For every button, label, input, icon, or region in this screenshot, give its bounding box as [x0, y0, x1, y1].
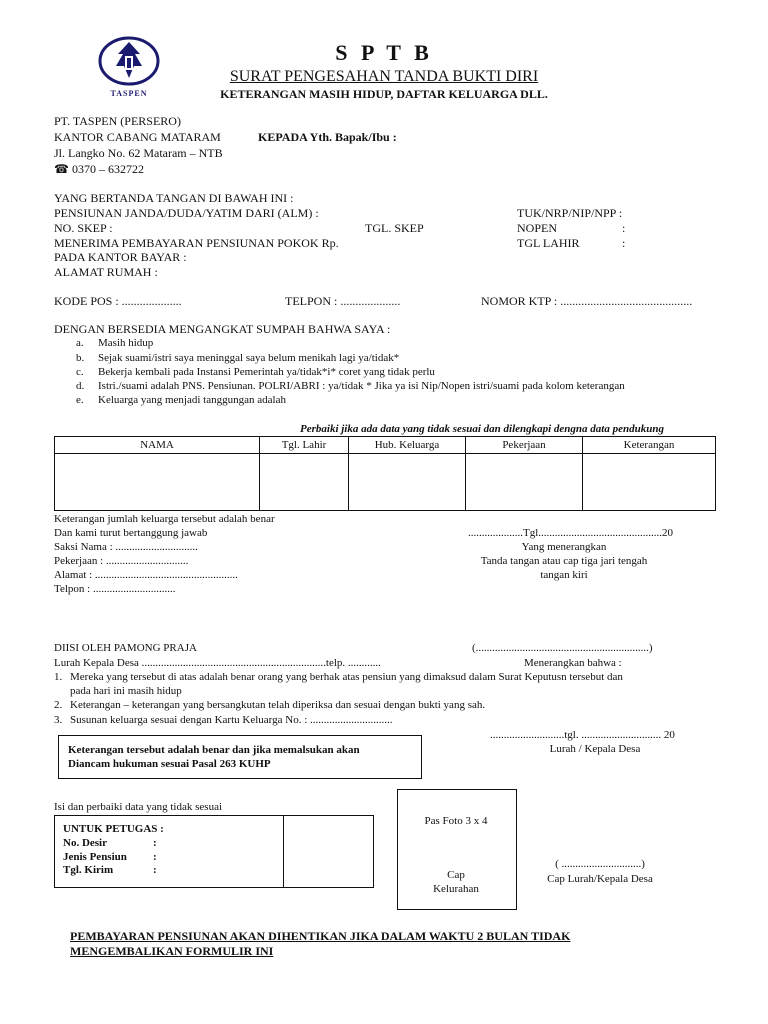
logo-text: TASPEN [110, 89, 148, 98]
pamong-item-1-marker: 1. [54, 671, 63, 683]
field-pensioner: PENSIUNAN JANDA/DUDA/YATIM DARI (ALM) : [54, 206, 319, 220]
signature-instruction-2: tangan kiri [540, 569, 588, 581]
photo-kelurahan: Kelurahan [433, 883, 479, 895]
cell-tgl-lahir[interactable] [260, 454, 349, 511]
oath-item-a-marker: a. [76, 337, 84, 349]
oath-item-b: Sejak suami/istri saya meninggal saya belum menikah lagi ya/tidak* [98, 352, 400, 364]
office-address: Jl. Langko No. 62 Mataram – NTB [54, 146, 223, 160]
oath-item-e: Keluarga yang menjadi tanggungan adalah [98, 394, 286, 406]
witness-name: Saksi Nama : .............................. [54, 541, 198, 553]
field-postcode: KODE POS : .................... [54, 294, 182, 308]
office-phone: 0370 – 632722 [71, 162, 144, 176]
oath-item-d: Istri./suami adalah PNS. Pensiunan. POLRI/ABRI : ya/tidak * Jika ya isi Nip/Nopen istri/suami pada kolom keterangan [98, 380, 625, 392]
cell-nama[interactable] [55, 454, 260, 511]
petugas-desir-colon: : [153, 837, 157, 849]
col-tgl-lahir: Tgl. Lahir [260, 437, 349, 454]
office-phone-line [54, 162, 144, 177]
signature-instruction: Tanda tangan atau cap tiga jari tengah [480, 555, 648, 567]
pamong-title: DIISI OLEH PAMONG PRAJA [54, 642, 197, 654]
pamong-declares: Menerangkan bahwa : [524, 657, 622, 669]
table-row[interactable] [55, 454, 716, 511]
petugas-jenis-label: Jenis Pensiun [63, 851, 127, 863]
office-company: PT. TASPEN (PERSERO) [54, 114, 181, 128]
pamong-item-3: Susunan keluarga sesuai dengan Kartu Keluarga No. : .............................. [70, 714, 393, 726]
photo-cap: Cap [447, 869, 465, 881]
field-skep-no: NO. SKEP : [54, 221, 113, 235]
pamong-item-1b: pada hari ini masih hidup [70, 685, 182, 697]
warning-line-1: Keterangan tersebut adalah benar dan jika memalsukan akan [68, 744, 360, 756]
witness-address: Alamat : .................................................... [54, 569, 238, 581]
table-note: Perbaiki jika ada data yang tidak sesuai dan dilengkapi dengna data pendukung [300, 423, 664, 435]
oath-item-c-marker: c. [76, 366, 84, 378]
oath-item-b-marker: b. [76, 352, 85, 364]
pamong-lurah: Lurah Kepala Desa ...................................................................telp. ............ [54, 657, 381, 669]
field-phone: TELPON : .................... [285, 294, 401, 308]
pamong-item-2: Keterangan – keterangan yang bersangkutan telah diperiksa dan sesuai dengan bukti yang sah. [70, 699, 486, 711]
warning-box [58, 735, 422, 779]
field-pay-office: PADA KANTOR BAYAR : [54, 250, 187, 264]
witness-phone: Telpon : .............................. [54, 583, 176, 595]
field-payment: MENERIMA PEMBAYARAN PENSIUNAN POKOK Rp. [54, 236, 339, 250]
petugas-caption: Isi dan perbaiki data yang tidak sesuai [54, 801, 223, 813]
field-tuk: TUK/NRP/NIP/NPP : [517, 206, 623, 220]
cell-keterangan[interactable] [583, 454, 716, 511]
cap-lurah-signature: ( .............................) [555, 858, 645, 870]
col-nama: NAMA [55, 437, 260, 454]
oath-item-c: Bekerja kembali pada Instansi Pemerintah ya/tidak*i* coret yang tidak perlu [98, 366, 435, 378]
pamong-item-3-marker: 3. [54, 714, 63, 726]
petugas-title: UNTUK PETUGAS : [63, 823, 164, 835]
witness-date: ....................Tgl.............................................20 [468, 527, 674, 539]
telephone-icon: ☎ [54, 162, 69, 176]
field-home-address: ALAMAT RUMAH : [54, 265, 158, 279]
petugas-desir-label: No. Desir [63, 837, 107, 849]
pamong-date: ...........................tgl. ............................. 20 [490, 729, 675, 741]
recipient-label: KEPADA Yth. Bapak/Ibu : [258, 130, 397, 144]
cell-hub-keluarga[interactable] [349, 454, 466, 511]
pamong-item-1: Mereka yang tersebut di atas adalah benar orang yang berhak atas pensiun yang dimaksud dalam Surat Keputusn tersebut dan [70, 671, 623, 683]
field-signatory: YANG BERTANDA TANGAN DI BAWAH INI : [54, 191, 294, 205]
oath-item-a: Masih hidup [98, 337, 154, 349]
petugas-kirim-label: Tgl. Kirim [63, 864, 114, 876]
petugas-kirim-colon: : [153, 864, 157, 876]
oath-item-d-marker: d. [76, 380, 85, 392]
footer-warning-1: PEMBAYARAN PENSIUNAN AKAN DIHENTIKAN JIKA DALAM WAKTU 2 BULAN TIDAK [70, 929, 571, 943]
field-ktp: NOMOR KTP : ............................................ [481, 294, 693, 308]
field-nopen-colon: : [622, 221, 626, 235]
field-birthdate-colon: : [622, 236, 626, 250]
pamong-item-2-marker: 2. [54, 699, 63, 711]
col-pekerjaan: Pekerjaan [466, 437, 583, 454]
declarant-label: Yang menerangkan [521, 541, 607, 553]
cap-lurah-label: Cap Lurah/Kepala Desa [547, 873, 653, 885]
field-nopen: NOPEN [517, 221, 558, 235]
warning-line-2: Diancam hukuman sesuai Pasal 263 KUHP [68, 758, 271, 770]
footer-warning-2: MENGEMBALIKAN FORMULIR INI [70, 944, 274, 958]
doc-subtitle: SURAT PENGESAHAN TANDA BUKTI DIRI [229, 68, 539, 85]
witness-job: Pekerjaan : .............................. [54, 555, 189, 567]
oath-intro: DENGAN BERSEDIA MENGANGKAT SUMPAH BAHWA SAYA : [54, 322, 391, 336]
oath-item-e-marker: e. [76, 394, 84, 406]
pamong-signature: (...............................................................) [472, 642, 653, 654]
pamong-role: Lurah / Kepala Desa [549, 743, 641, 755]
petugas-jenis-colon: : [153, 851, 157, 863]
witness-statement-2: Dan kami turut bertanggung jawab [54, 527, 208, 539]
petugas-divider [283, 815, 284, 888]
field-birthdate: TGL LAHIR [517, 236, 580, 250]
family-table [54, 436, 716, 511]
cell-pekerjaan[interactable] [466, 454, 583, 511]
field-skep-date: TGL. SKEP [365, 221, 424, 235]
doc-title: S P T B [335, 40, 433, 65]
photo-label: Pas Foto 3 x 4 [424, 815, 488, 827]
office-branch: KANTOR CABANG MATARAM [54, 130, 221, 144]
witness-statement-1: Keterangan jumlah keluarga tersebut adalah benar [54, 513, 275, 525]
col-keterangan: Keterangan [583, 437, 716, 454]
doc-subsubtitle: KETERANGAN MASIH HIDUP, DAFTAR KELUARGA DLL. [220, 87, 548, 101]
col-hub-keluarga: Hub. Keluarga [349, 437, 466, 454]
